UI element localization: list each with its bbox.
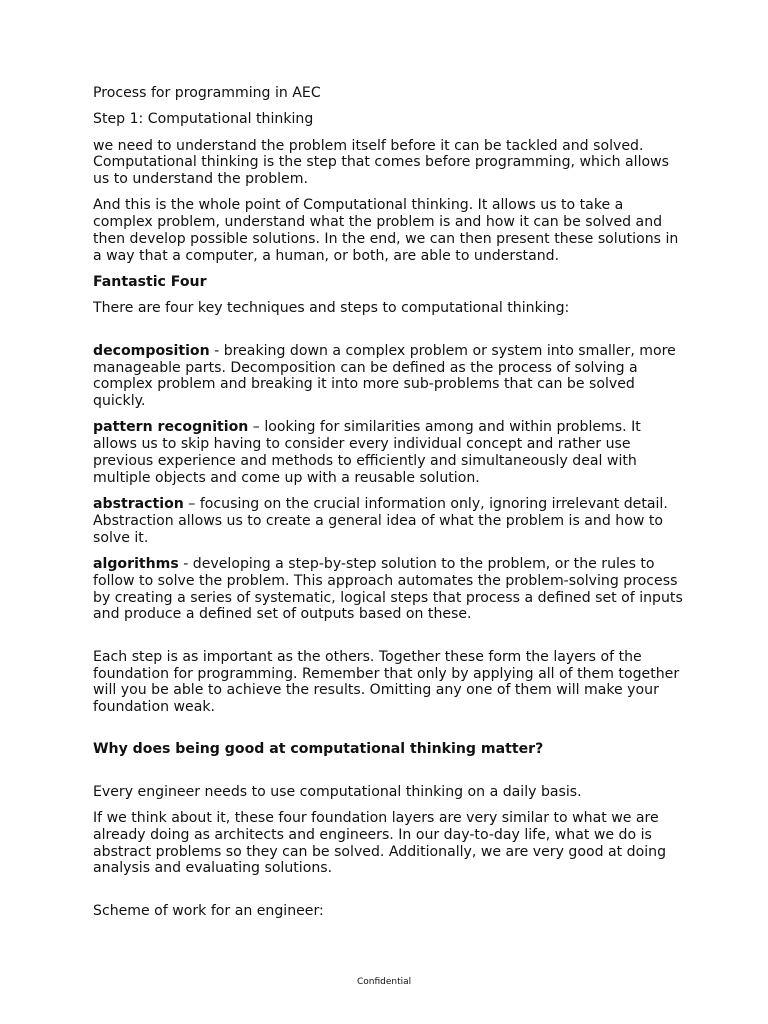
if-we-think-paragraph: If we think about it, these four foundation layers are very similar to what we are already doing as architects and engineers. In our day-to-day life, what we do is abstract problems so they can be solved. Additionally, we are very good at doing analysis and evaluating solutions.	[93, 810, 667, 877]
every-engineer-paragraph: Every engineer needs to use computational thinking on a daily basis.	[93, 783, 582, 800]
fantastic-four-heading: Fantastic Four	[93, 274, 207, 291]
technique-description: - breaking down a complex problem or system into smaller, more manageable parts. Decomposition can be defined as the process of solving a complex problem and breaking it into more sub-problems that can be solved quickly.	[93, 342, 676, 410]
intro-paragraph: we need to understand the problem itself before it can be tackled and solved. Computational thinking is the step that comes before programming, which allows us to understand the problem.	[93, 137, 669, 188]
technique-decomposition	[93, 343, 683, 410]
technique-abstraction	[93, 496, 683, 546]
each-step-paragraph: Each step is as important as the others. Together these form the layers of the foundation for programming. Remember that only by applying all of them together will you be able to achieve the results. Omitting any one of them will make your foundation weak.	[93, 648, 680, 716]
technique-term: decomposition	[93, 342, 210, 359]
spacer	[93, 327, 683, 343]
spacer	[93, 887, 683, 903]
technique-term: algorithms	[93, 556, 179, 573]
scheme-paragraph: Scheme of work for an engineer:	[93, 902, 324, 919]
four-techniques-paragraph: There are four key techniques and steps to computational thinking:	[93, 300, 570, 317]
technique-description: – looking for similarities among and within problems. It allows us to skip having to consider every individual concept and rather use previous experience and methods to efficiently and simultaneously deal with multiple objects and come up with a reusable solution.	[93, 419, 641, 486]
document-body	[93, 85, 683, 929]
step1-heading: Step 1: Computational thinking	[93, 111, 314, 128]
whole-point-paragraph: And this is the whole point of Computational thinking. It allows us to take a complex problem, understand what the problem is and how it can be solved and then develop possible solutions. In the end, we can then present these solutions in a way that a computer, a human, or both, are able to understand.	[93, 197, 679, 264]
why-heading: Why does being good at computational thinking matter?	[93, 741, 544, 758]
technique-algorithms	[93, 556, 683, 623]
technique-description: – focusing on the crucial information only, ignoring irrelevant detail. Abstraction allows us to create a general idea of what the problem is and how to solve it.	[93, 496, 668, 546]
technique-term: pattern recognition	[93, 419, 249, 436]
technique-pattern-recognition	[93, 419, 683, 486]
spacer	[93, 725, 683, 741]
document-title: Process for programming in AEC	[93, 85, 321, 101]
technique-term: abstraction	[93, 496, 184, 513]
spacer	[93, 768, 683, 784]
spacer	[93, 633, 683, 649]
technique-description: - developing a step-by-step solution to the problem, or the rules to follow to solve the problem. This approach automates the problem-solving process by creating a series of systematic, logical steps that process a defined set of inputs and produce a defined set of outputs based on these.	[93, 556, 683, 623]
confidential-footer: Confidential	[357, 977, 412, 987]
